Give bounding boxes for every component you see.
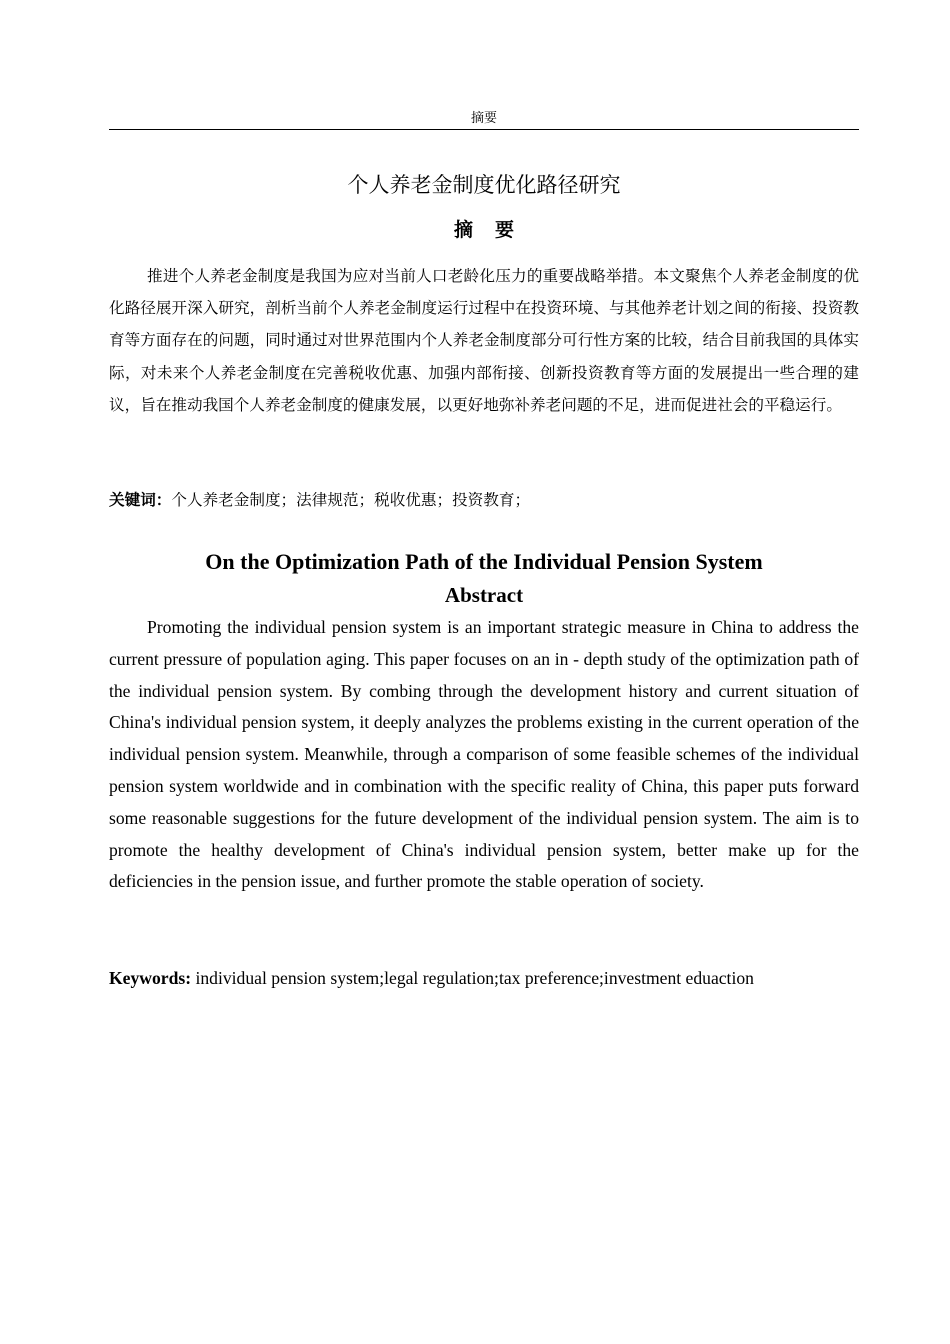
english-keywords-label: Keywords:	[109, 968, 192, 988]
header-divider	[109, 129, 859, 130]
english-abstract-heading: Abstract	[444, 583, 524, 607]
english-title: On the Optimization Path of the Individual Pension System	[205, 549, 763, 574]
chinese-abstract-body: 推进个人养老金制度是我国为应对当前人口老龄化压力的重要战略举措。本文聚焦个人养老金制度的优化路径展开深入研究，剖析当前个人养老金制度运行过程中在投资环境、与其他养老计划之间的衔接、投资教育等方面存在的问题，同时通过对世界范围内个人养老金制度部分可行性方案的比较，结合目前我国的具体实际，对未来个人养老金制度在完善税收优惠、加强内部衔接、创新投资教育等方面的发展提出一些合理的建议，旨在推动我国个人养老金制度的健康发展，以更好地弥补养老问题的不足，进而促进社会的平稳运行。	[109, 267, 859, 414]
chinese-keywords-text: 个人养老金制度；法律规范；税收优惠；投资教育；	[171, 491, 531, 509]
chinese-title: 个人养老金制度优化路径研究	[347, 173, 621, 197]
english-abstract-body: Promoting the individual pension system is an important strategic measure in China to address the current pressure of population aging. This paper focuses on an in - depth study of the optimization path of the individual pension system. By combing through the development history and current situation of China's individual pension system, it deeply analyzes the problems existing in the current operation of the individual pension system. Meanwhile, through a comparison of some feasible schemes of the individual pension system worldwide and in combination with the specific reality of China, this paper puts forward some reasonable suggestions for the future development of the individual pension system. The aim is to promote the healthy development of China's individual pension system, better make up for the deficiencies in the pension issue, and further promote the stable operation of society.	[109, 617, 859, 892]
chinese-keywords-label: 关键词：	[109, 491, 172, 509]
running-header: 摘要	[470, 111, 497, 126]
chinese-abstract-heading: 摘要	[453, 219, 536, 241]
chinese-keywords	[109, 484, 859, 516]
english-keywords	[109, 963, 859, 993]
english-keywords-text: individual pension system;legal regulation;tax preference;investment eduaction	[195, 968, 754, 988]
